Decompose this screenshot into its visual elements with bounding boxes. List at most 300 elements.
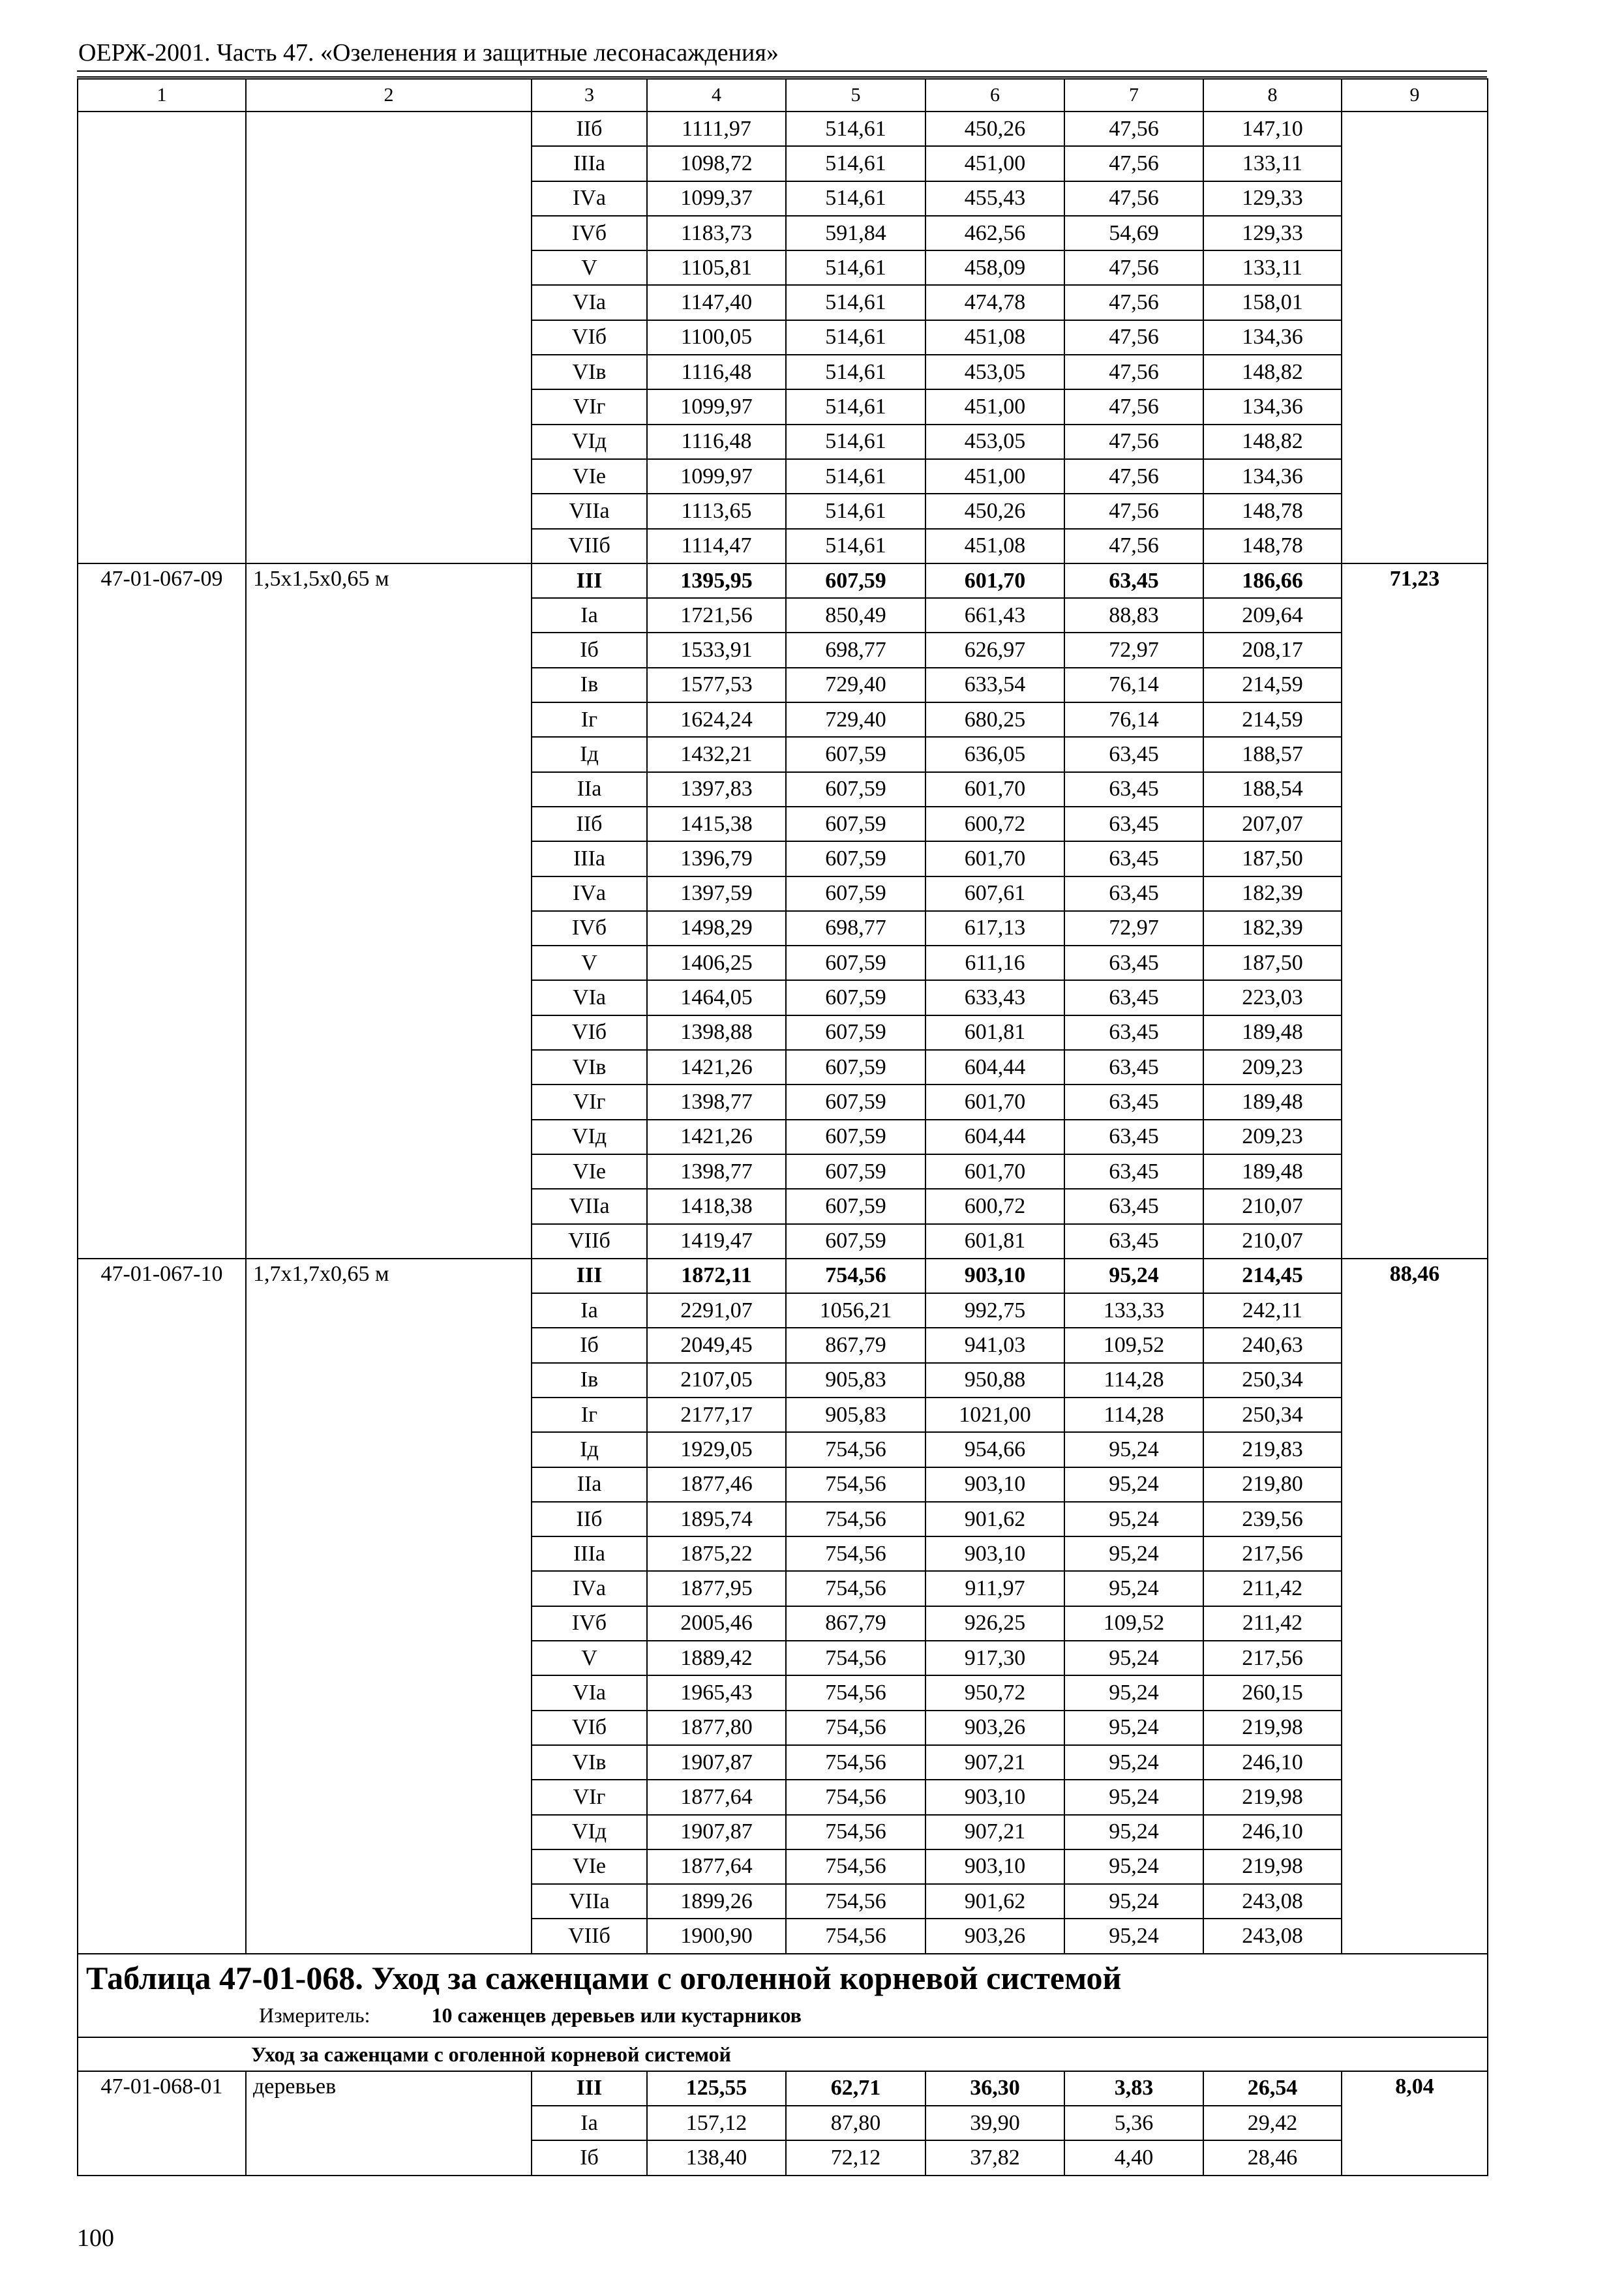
value-cell: 1098,72 xyxy=(647,146,786,181)
value-cell: 453,05 xyxy=(925,355,1064,389)
zone-cell: VIв xyxy=(532,1745,647,1780)
zone-cell: Iд xyxy=(532,737,647,771)
value-cell: 607,59 xyxy=(786,1154,925,1189)
value-cell: 453,05 xyxy=(925,425,1064,459)
zone-cell: VIг xyxy=(532,1780,647,1814)
value-cell: 63,45 xyxy=(1064,1120,1203,1154)
value-cell: 36,30 xyxy=(925,2071,1064,2106)
value-cell: 607,59 xyxy=(786,980,925,1015)
zone-cell: III xyxy=(532,1259,647,1293)
value-cell: 926,25 xyxy=(925,1606,1064,1641)
value-cell: 95,24 xyxy=(1064,1711,1203,1745)
zone-cell: IIIа xyxy=(532,146,647,181)
zone-cell: IVа xyxy=(532,1571,647,1606)
zone-cell: VIа xyxy=(532,1675,647,1710)
value-cell: 157,12 xyxy=(647,2106,786,2140)
value-cell: 514,61 xyxy=(786,355,925,389)
column-number-cell: 5 xyxy=(786,79,925,112)
zone-cell: VIд xyxy=(532,1815,647,1849)
zone-cell: VIIа xyxy=(532,494,647,528)
zone-cell: VIг xyxy=(532,1085,647,1119)
value-cell: 189,48 xyxy=(1203,1154,1342,1189)
value-cell: 450,26 xyxy=(925,112,1064,146)
value-cell: 601,81 xyxy=(925,1015,1064,1050)
value-cell: 29,42 xyxy=(1203,2106,1342,2140)
zone-cell: IIб xyxy=(532,807,647,841)
value-cell: 911,97 xyxy=(925,1571,1064,1606)
value-cell: 1056,21 xyxy=(786,1293,925,1328)
value-cell: 114,28 xyxy=(1064,1363,1203,1398)
value-cell: 754,56 xyxy=(786,1919,925,1953)
value-cell: 72,97 xyxy=(1064,911,1203,946)
value-cell: 754,56 xyxy=(786,1815,925,1849)
zone-cell: Iб xyxy=(532,1328,647,1362)
value-cell: 63,45 xyxy=(1064,980,1203,1015)
value-cell: 217,56 xyxy=(1203,1536,1342,1571)
extra-value-cell: 71,23 xyxy=(1342,563,1488,1259)
value-cell: 754,56 xyxy=(786,1536,925,1571)
value-cell: 729,40 xyxy=(786,668,925,702)
value-cell: 239,56 xyxy=(1203,1502,1342,1536)
value-cell: 514,61 xyxy=(786,250,925,285)
value-cell: 47,56 xyxy=(1064,529,1203,563)
value-cell: 1406,25 xyxy=(647,946,786,980)
value-cell: 754,56 xyxy=(786,1502,925,1536)
value-cell: 47,56 xyxy=(1064,285,1203,320)
zone-cell: IIб xyxy=(532,112,647,146)
value-cell: 1147,40 xyxy=(647,285,786,320)
value-cell: 95,24 xyxy=(1064,1536,1203,1571)
value-cell: 114,28 xyxy=(1064,1398,1203,1432)
value-cell: 1877,95 xyxy=(647,1571,786,1606)
value-cell: 1100,05 xyxy=(647,320,786,355)
measure-label: Измеритель: xyxy=(259,2003,370,2027)
value-cell: 88,83 xyxy=(1064,598,1203,633)
value-cell: 992,75 xyxy=(925,1293,1064,1328)
value-cell: 207,07 xyxy=(1203,807,1342,841)
section-title-cell: Уход за саженцами с оголенной корневой системой xyxy=(78,2037,1488,2071)
value-cell: 903,10 xyxy=(925,1467,1064,1502)
value-cell: 905,83 xyxy=(786,1398,925,1432)
value-cell: 1877,64 xyxy=(647,1780,786,1814)
zone-cell: VIд xyxy=(532,425,647,459)
value-cell: 219,98 xyxy=(1203,1849,1342,1884)
value-cell: 636,05 xyxy=(925,737,1064,771)
value-cell: 1099,37 xyxy=(647,181,786,216)
value-cell: 604,44 xyxy=(925,1120,1064,1154)
value-cell: 243,08 xyxy=(1203,1919,1342,1953)
value-cell: 189,48 xyxy=(1203,1015,1342,1050)
zone-cell: IIа xyxy=(532,1467,647,1502)
value-cell: 125,55 xyxy=(647,2071,786,2106)
value-cell: 514,61 xyxy=(786,459,925,494)
value-cell: 211,42 xyxy=(1203,1571,1342,1606)
value-cell: 147,10 xyxy=(1203,112,1342,146)
value-cell: 95,24 xyxy=(1064,1815,1203,1849)
value-cell: 607,59 xyxy=(786,1224,925,1259)
value-cell: 903,10 xyxy=(925,1259,1064,1293)
value-cell: 917,30 xyxy=(925,1641,1064,1675)
value-cell: 217,56 xyxy=(1203,1641,1342,1675)
value-cell: 633,43 xyxy=(925,980,1064,1015)
value-cell: 474,78 xyxy=(925,285,1064,320)
value-cell: 754,56 xyxy=(786,1259,925,1293)
value-cell: 514,61 xyxy=(786,146,925,181)
value-cell: 148,78 xyxy=(1203,529,1342,563)
value-cell: 941,03 xyxy=(925,1328,1064,1362)
value-cell: 47,56 xyxy=(1064,459,1203,494)
value-cell: 680,25 xyxy=(925,702,1064,737)
value-cell: 47,56 xyxy=(1064,389,1203,424)
extra-value-cell xyxy=(1342,112,1488,563)
value-cell: 903,10 xyxy=(925,1849,1064,1884)
table-row xyxy=(78,112,1488,146)
value-cell: 1421,26 xyxy=(647,1050,786,1085)
value-cell: 607,59 xyxy=(786,1189,925,1223)
value-cell: 242,11 xyxy=(1203,1293,1342,1328)
value-cell: 4,40 xyxy=(1064,2140,1203,2175)
zone-cell: IVа xyxy=(532,181,647,216)
value-cell: 76,14 xyxy=(1064,702,1203,737)
value-cell: 95,24 xyxy=(1064,1849,1203,1884)
value-cell: 698,77 xyxy=(786,633,925,667)
value-cell: 133,33 xyxy=(1064,1293,1203,1328)
zone-cell: VIе xyxy=(532,1154,647,1189)
value-cell: 129,33 xyxy=(1203,216,1342,250)
work-description-cell: деревьев xyxy=(246,2071,532,2176)
value-cell: 903,26 xyxy=(925,1711,1064,1745)
value-cell: 1113,65 xyxy=(647,494,786,528)
value-cell: 1398,88 xyxy=(647,1015,786,1050)
column-number-cell: 8 xyxy=(1203,79,1342,112)
zone-cell: Iв xyxy=(532,668,647,702)
zone-cell: VIIа xyxy=(532,1884,647,1919)
value-cell: 219,98 xyxy=(1203,1780,1342,1814)
measure-value: 10 саженцев деревьев или кустарников xyxy=(431,2003,802,2027)
value-cell: 514,61 xyxy=(786,181,925,216)
value-cell: 514,61 xyxy=(786,425,925,459)
value-cell: 1624,24 xyxy=(647,702,786,737)
value-cell: 607,59 xyxy=(786,841,925,876)
value-cell: 95,24 xyxy=(1064,1884,1203,1919)
page-header xyxy=(77,38,1487,78)
value-cell: 1877,80 xyxy=(647,1711,786,1745)
value-cell: 451,00 xyxy=(925,146,1064,181)
value-cell: 95,24 xyxy=(1064,1432,1203,1467)
value-cell: 601,70 xyxy=(925,1154,1064,1189)
value-cell: 5,36 xyxy=(1064,2106,1203,2140)
table-row xyxy=(78,2071,1488,2106)
rate-code-cell: 47-01-067-09 xyxy=(78,563,246,1259)
value-cell: 95,24 xyxy=(1064,1745,1203,1780)
value-cell: 134,36 xyxy=(1203,459,1342,494)
value-cell: 601,70 xyxy=(925,563,1064,598)
value-cell: 95,24 xyxy=(1064,1780,1203,1814)
value-cell: 63,45 xyxy=(1064,946,1203,980)
zone-cell: V xyxy=(532,250,647,285)
zone-cell: VIе xyxy=(532,459,647,494)
value-cell: 601,70 xyxy=(925,772,1064,807)
value-cell: 148,78 xyxy=(1203,494,1342,528)
value-cell: 134,36 xyxy=(1203,389,1342,424)
value-cell: 63,45 xyxy=(1064,737,1203,771)
value-cell: 1183,73 xyxy=(647,216,786,250)
value-cell: 182,39 xyxy=(1203,876,1342,911)
value-cell: 514,61 xyxy=(786,112,925,146)
value-cell: 63,45 xyxy=(1064,563,1203,598)
zone-cell: III xyxy=(532,563,647,598)
value-cell: 1415,38 xyxy=(647,807,786,841)
extra-value-cell: 88,46 xyxy=(1342,1259,1488,1954)
column-number-cell: 4 xyxy=(647,79,786,112)
value-cell: 1907,87 xyxy=(647,1815,786,1849)
rate-code-cell xyxy=(78,112,246,563)
value-cell: 1418,38 xyxy=(647,1189,786,1223)
table-row xyxy=(78,563,1488,598)
zone-cell: Iб xyxy=(532,2140,647,2175)
value-cell: 1877,46 xyxy=(647,1467,786,1502)
table-068-title-row xyxy=(78,1954,1488,2037)
value-cell: 208,17 xyxy=(1203,633,1342,667)
value-cell: 2049,45 xyxy=(647,1328,786,1362)
zone-cell: VIа xyxy=(532,980,647,1015)
value-cell: 87,80 xyxy=(786,2106,925,2140)
column-number-cell: 9 xyxy=(1342,79,1488,112)
value-cell: 148,82 xyxy=(1203,425,1342,459)
value-cell: 729,40 xyxy=(786,702,925,737)
value-cell: 754,56 xyxy=(786,1571,925,1606)
value-cell: 850,49 xyxy=(786,598,925,633)
value-cell: 601,81 xyxy=(925,1224,1064,1259)
value-cell: 158,01 xyxy=(1203,285,1342,320)
value-cell: 514,61 xyxy=(786,320,925,355)
value-cell: 1875,22 xyxy=(647,1536,786,1571)
value-cell: 607,59 xyxy=(786,1050,925,1085)
value-cell: 47,56 xyxy=(1064,250,1203,285)
value-cell: 47,56 xyxy=(1064,355,1203,389)
value-cell: 109,52 xyxy=(1064,1328,1203,1362)
value-cell: 219,98 xyxy=(1203,1711,1342,1745)
value-cell: 211,42 xyxy=(1203,1606,1342,1641)
zone-cell: IVа xyxy=(532,876,647,911)
value-cell: 514,61 xyxy=(786,389,925,424)
value-cell: 148,82 xyxy=(1203,355,1342,389)
value-cell: 210,07 xyxy=(1203,1189,1342,1223)
value-cell: 1929,05 xyxy=(647,1432,786,1467)
value-cell: 903,26 xyxy=(925,1919,1064,1953)
zone-cell: III xyxy=(532,2071,647,2106)
rate-code-cell: 47-01-068-01 xyxy=(78,2071,246,2176)
table-row xyxy=(78,1259,1488,1293)
value-cell: 754,56 xyxy=(786,1849,925,1884)
value-cell: 907,21 xyxy=(925,1745,1064,1780)
value-cell: 451,00 xyxy=(925,459,1064,494)
header-rule xyxy=(77,70,1487,72)
value-cell: 754,56 xyxy=(786,1467,925,1502)
value-cell: 607,59 xyxy=(786,563,925,598)
value-cell: 63,45 xyxy=(1064,1189,1203,1223)
zone-cell: Iб xyxy=(532,633,647,667)
value-cell: 109,52 xyxy=(1064,1606,1203,1641)
value-cell: 63,45 xyxy=(1064,1085,1203,1119)
value-cell: 1099,97 xyxy=(647,459,786,494)
zone-cell: Iд xyxy=(532,1432,647,1467)
zone-cell: Iв xyxy=(532,1363,647,1398)
work-description-cell xyxy=(246,112,532,563)
zone-cell: VIб xyxy=(532,1015,647,1050)
value-cell: 95,24 xyxy=(1064,1259,1203,1293)
value-cell: 607,59 xyxy=(786,1120,925,1154)
value-cell: 600,72 xyxy=(925,807,1064,841)
value-cell: 95,24 xyxy=(1064,1502,1203,1536)
document-title: ОЕРЖ-2001. Часть 47. «Озеленения и защитные лесонасаждения» xyxy=(78,39,779,67)
value-cell: 1577,53 xyxy=(647,668,786,702)
value-cell: 95,24 xyxy=(1064,1919,1203,1953)
value-cell: 1464,05 xyxy=(647,980,786,1015)
column-number-cell: 3 xyxy=(532,79,647,112)
value-cell: 591,84 xyxy=(786,216,925,250)
value-cell: 950,88 xyxy=(925,1363,1064,1398)
value-cell: 601,70 xyxy=(925,841,1064,876)
value-cell: 514,61 xyxy=(786,529,925,563)
value-cell: 1099,97 xyxy=(647,389,786,424)
value-cell: 72,97 xyxy=(1064,633,1203,667)
value-cell: 754,56 xyxy=(786,1745,925,1780)
value-cell: 901,62 xyxy=(925,1884,1064,1919)
value-cell: 63,45 xyxy=(1064,841,1203,876)
value-cell: 1398,77 xyxy=(647,1085,786,1119)
value-cell: 63,45 xyxy=(1064,1224,1203,1259)
value-cell: 604,44 xyxy=(925,1050,1064,1085)
zone-cell: VIв xyxy=(532,355,647,389)
zone-cell: IVб xyxy=(532,1606,647,1641)
value-cell: 188,57 xyxy=(1203,737,1342,771)
value-cell: 209,23 xyxy=(1203,1050,1342,1085)
value-cell: 240,63 xyxy=(1203,1328,1342,1362)
value-cell: 26,54 xyxy=(1203,2071,1342,2106)
value-cell: 209,64 xyxy=(1203,598,1342,633)
zone-cell: VIIа xyxy=(532,1189,647,1223)
value-cell: 1721,56 xyxy=(647,598,786,633)
table-068-title: Таблица 47-01-068. Уход за саженцами с оголенной корневой системой xyxy=(86,1959,1122,1996)
value-cell: 1114,47 xyxy=(647,529,786,563)
work-description-cell: 1,7x1,7x0,65 м xyxy=(246,1259,532,1954)
zone-cell: Iг xyxy=(532,1398,647,1432)
column-number-row xyxy=(78,79,1488,112)
value-cell: 1965,43 xyxy=(647,1675,786,1710)
value-cell: 187,50 xyxy=(1203,841,1342,876)
rate-code-cell: 47-01-067-10 xyxy=(78,1259,246,1954)
value-cell: 600,72 xyxy=(925,1189,1064,1223)
value-cell: 2291,07 xyxy=(647,1293,786,1328)
value-cell: 867,79 xyxy=(786,1606,925,1641)
value-cell: 607,59 xyxy=(786,946,925,980)
value-cell: 76,14 xyxy=(1064,668,1203,702)
value-cell: 47,56 xyxy=(1064,112,1203,146)
value-cell: 1907,87 xyxy=(647,1745,786,1780)
zone-cell: VIд xyxy=(532,1120,647,1154)
value-cell: 698,77 xyxy=(786,911,925,946)
value-cell: 187,50 xyxy=(1203,946,1342,980)
value-cell: 514,61 xyxy=(786,494,925,528)
value-cell: 219,80 xyxy=(1203,1467,1342,1502)
zone-cell: V xyxy=(532,946,647,980)
work-description-cell: 1,5x1,5x0,65 м xyxy=(246,563,532,1259)
value-cell: 246,10 xyxy=(1203,1745,1342,1780)
value-cell: 451,08 xyxy=(925,320,1064,355)
value-cell: 223,03 xyxy=(1203,980,1342,1015)
value-cell: 1899,26 xyxy=(647,1884,786,1919)
value-cell: 1395,95 xyxy=(647,563,786,598)
zone-cell: VIIб xyxy=(532,1919,647,1953)
zone-cell: IVб xyxy=(532,216,647,250)
value-cell: 1895,74 xyxy=(647,1502,786,1536)
value-cell: 214,45 xyxy=(1203,1259,1342,1293)
value-cell: 607,59 xyxy=(786,737,925,771)
value-cell: 95,24 xyxy=(1064,1571,1203,1606)
value-cell: 950,72 xyxy=(925,1675,1064,1710)
zone-cell: IIа xyxy=(532,772,647,807)
value-cell: 867,79 xyxy=(786,1328,925,1362)
value-cell: 3,83 xyxy=(1064,2071,1203,2106)
zone-cell: VIIб xyxy=(532,1224,647,1259)
value-cell: 754,56 xyxy=(786,1641,925,1675)
column-number-cell: 7 xyxy=(1064,79,1203,112)
value-cell: 129,33 xyxy=(1203,181,1342,216)
zone-cell: IIIа xyxy=(532,1536,647,1571)
value-cell: 63,45 xyxy=(1064,1050,1203,1085)
value-cell: 1533,91 xyxy=(647,633,786,667)
value-cell: 250,34 xyxy=(1203,1363,1342,1398)
table-068-title-cell xyxy=(78,1954,1488,2037)
value-cell: 1889,42 xyxy=(647,1641,786,1675)
value-cell: 754,56 xyxy=(786,1432,925,1467)
value-cell: 1419,47 xyxy=(647,1224,786,1259)
value-cell: 47,56 xyxy=(1064,425,1203,459)
value-cell: 1432,21 xyxy=(647,737,786,771)
value-cell: 63,45 xyxy=(1064,807,1203,841)
value-cell: 1397,59 xyxy=(647,876,786,911)
value-cell: 47,56 xyxy=(1064,494,1203,528)
value-cell: 1111,97 xyxy=(647,112,786,146)
header-rule xyxy=(77,76,1487,78)
value-cell: 243,08 xyxy=(1203,1884,1342,1919)
zone-cell: IIб xyxy=(532,1502,647,1536)
zone-cell: VIв xyxy=(532,1050,647,1085)
value-cell: 607,59 xyxy=(786,1015,925,1050)
value-cell: 905,83 xyxy=(786,1363,925,1398)
zone-cell: VIб xyxy=(532,320,647,355)
zone-cell: VIа xyxy=(532,285,647,320)
value-cell: 95,24 xyxy=(1064,1467,1203,1502)
value-cell: 455,43 xyxy=(925,181,1064,216)
value-cell: 1396,79 xyxy=(647,841,786,876)
value-cell: 95,24 xyxy=(1064,1641,1203,1675)
value-cell: 450,26 xyxy=(925,494,1064,528)
value-cell: 1877,64 xyxy=(647,1849,786,1884)
value-cell: 63,45 xyxy=(1064,1015,1203,1050)
value-cell: 462,56 xyxy=(925,216,1064,250)
value-cell: 2177,17 xyxy=(647,1398,786,1432)
value-cell: 138,40 xyxy=(647,2140,786,2175)
value-cell: 607,59 xyxy=(786,1085,925,1119)
zone-cell: V xyxy=(532,1641,647,1675)
value-cell: 214,59 xyxy=(1203,668,1342,702)
value-cell: 133,11 xyxy=(1203,146,1342,181)
zone-cell: IVб xyxy=(532,911,647,946)
value-cell: 611,16 xyxy=(925,946,1064,980)
value-cell: 1900,90 xyxy=(647,1919,786,1953)
